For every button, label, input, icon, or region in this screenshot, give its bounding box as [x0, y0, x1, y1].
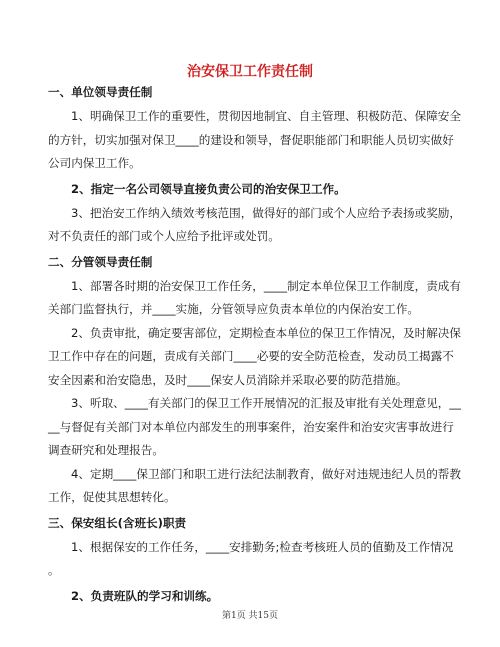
paragraph-bold [48, 176, 458, 202]
section-heading: 二、分管领导责任制 [48, 254, 153, 269]
paragraph [48, 105, 461, 176]
paragraph [48, 463, 461, 510]
paragraph-line: 工作，促使其思想转化。 [48, 490, 176, 504]
paragraph-line: 2、负责班队的学习和训练。 [71, 588, 219, 603]
paragraph-line: 1、明确保卫工作的重要性，贯彻因地制宜、自主管理、积极防范、保障安全 [71, 109, 461, 123]
paragraph-line: 3、把治安工作纳入绩效考核范围，做得好的部门或个人应给予表扬或奖励， [71, 205, 461, 220]
paragraph [48, 322, 461, 393]
paragraph-line: 。 [48, 563, 60, 577]
paragraph-line: 1、根据保安的工作任务，____安排勤务;检查考核班人员的值勤及工作情况 [71, 539, 454, 554]
paragraph-line: 1、部署各时期的治安保卫工作任务，____制定本单位保卫工作制度，责成有 [71, 278, 461, 293]
paragraph-line: 4、定期____保卫部门和职工进行法纪法制教育，做好对违规违纪人员的帮教 [71, 466, 461, 481]
section-heading: 一、单位领导责任制 [48, 85, 153, 99]
paragraph-line: 关部门监督执行，并____实施，分管领导应负责本单位的内保治安工作。 [48, 302, 420, 316]
document-title: 治安保卫工作责任制 [187, 64, 313, 80]
paragraph [48, 202, 461, 249]
paragraph-line: 公司内保卫工作。 [48, 156, 141, 170]
paragraph [48, 536, 458, 583]
paragraph-line: 调查研究和处理报告。 [48, 443, 164, 457]
paragraph-line: 卫工作中存在的问题，责成有关部门____必要的安全防范检查，发动员工揭露不 [48, 349, 454, 363]
page-number: 第1页 共15页 [221, 611, 279, 621]
paragraph [48, 392, 461, 463]
paragraph-line: 2、负责审批，确定要害部位，定期检查本单位的保卫工作情况，及时解决保 [71, 325, 461, 340]
paragraph [48, 275, 461, 322]
paragraph-line: 2、指定一名公司领导直接负责公司的治安保卫工作。 [71, 181, 346, 196]
paragraph-line: 对不负责任的部门或个人应给予批评或处罚。 [48, 229, 280, 243]
paragraph-bold [48, 583, 458, 609]
paragraph-line: 的方针，切实加强对保卫____的建设和领导，督促职能部门和职能人员切实做好 [48, 132, 454, 147]
document-body [48, 79, 461, 609]
paragraph-line: 安全因素和治安隐患，及时____保安人员消除并采取必要的防范措施。 [48, 372, 408, 387]
paragraph-line: __与督促有关部门对本单位内部发生的刑事案件，治安案件和治安灾害事故进行 [48, 419, 454, 434]
section-heading: 三、保安组长(含班长)职责 [48, 515, 187, 530]
paragraph-line: 3、听取、____有关部门的保卫工作开展情况的汇报及审批有关处理意见，__ [71, 396, 461, 410]
